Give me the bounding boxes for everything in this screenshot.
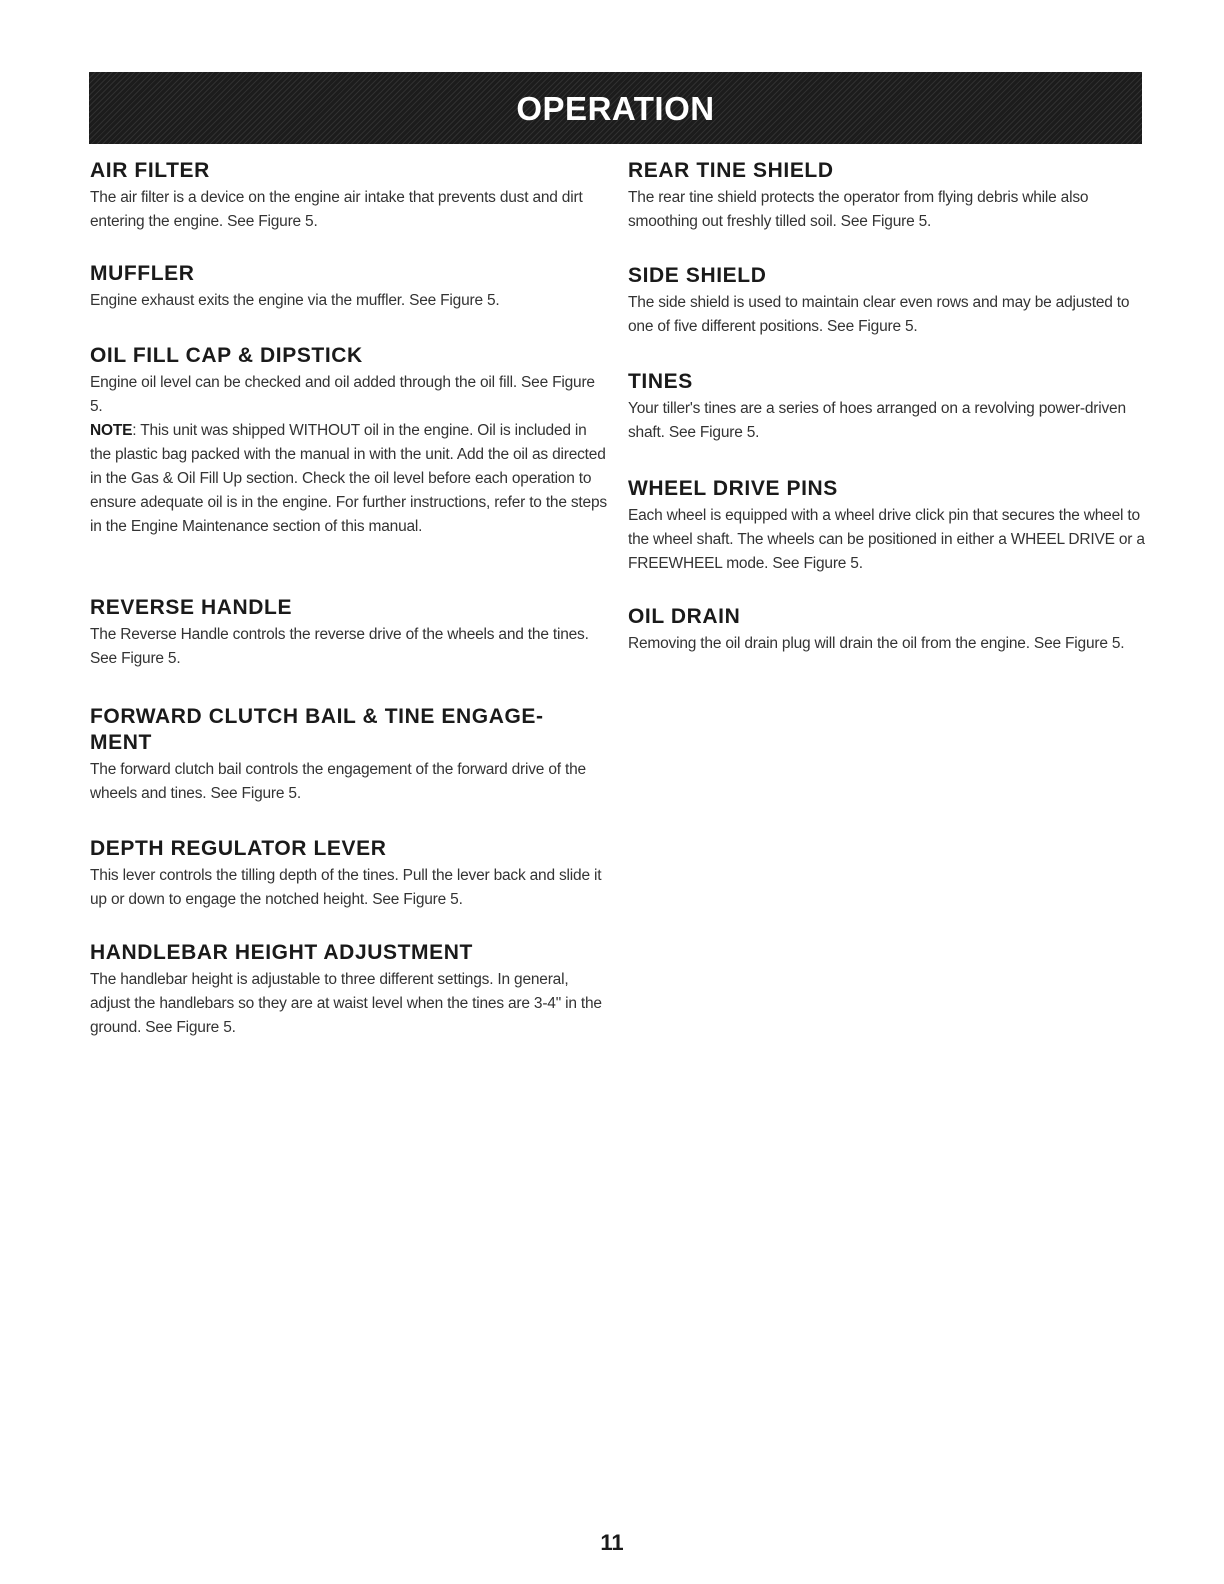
section-air-filter [90,158,608,234]
body-depth-regulator: This lever controls the tilling depth of the tines. Pull the lever back and slide it up or down to engage the notched height. See Figure 5. [90,867,602,908]
heading-oil-fill-cap: OIL FILL CAP & DIPSTICK [90,344,363,367]
body-handlebar-height: The handlebar height is adjustable to three different settings. In general, adjust the handlebars so they are at waist level when the tines are 3-4" in the ground. See Figure 5. [90,971,602,1036]
heading-muffler: MUFFLER [90,262,195,285]
heading-depth-regulator: DEPTH REGULATOR LEVER [90,837,387,860]
heading-side-shield: SIDE SHIELD [628,264,767,287]
page-title: OPERATION [516,90,715,127]
section-wheel-drive-pins [628,476,1146,576]
note-oil-fill-cap [90,419,608,539]
section-muffler [90,261,608,313]
heading-air-filter: AIR FILTER [90,159,210,182]
body-wheel-drive-pins: Each wheel is equipped with a wheel drive click pin that secures the wheel to the wheel shaft. The wheels can be positioned in either a WHEEL DRIVE or a FREEWHEEL mode. See Figure 5. [628,507,1145,572]
body-reverse-handle: The Reverse Handle controls the reverse drive of the wheels and the tines. See Figure 5. [90,626,589,667]
heading-forward-clutch-line1: FORWARD CLUTCH BAIL & TINE ENGAGE- [90,705,544,728]
body-forward-clutch: The forward clutch bail controls the engagement of the forward drive of the wheels and tines. See Figure 5. [90,761,586,802]
heading-forward-clutch-line2: MENT [90,731,152,754]
body-muffler: Engine exhaust exits the engine via the muffler. See Figure 5. [90,292,500,309]
section-reverse-handle [90,595,608,671]
section-forward-clutch [90,704,608,806]
heading-oil-drain: OIL DRAIN [628,605,741,628]
section-handlebar-height [90,940,608,1040]
body-side-shield: The side shield is used to maintain clear even rows and may be adjusted to one of five different positions. See Figure 5. [628,294,1130,335]
page-number: 11 [600,1530,624,1555]
note-text: : This unit was shipped WITHOUT oil in the engine. Oil is included in the plastic bag packed with the manual in with the unit. Add the oil as directed in the Gas & Oil Fill Up section. Check the oil level before each operation to ensure adequate oil is in the engine. For further instructions, refer to the steps in the Engine Maintenance section of this manual. [90,422,607,535]
body-air-filter: The air filter is a device on the engine air intake that prevents dust and dirt entering the engine. See Figure 5. [90,189,583,230]
section-banner [89,72,1142,144]
section-depth-regulator [90,836,608,912]
section-oil-drain [628,604,1146,656]
body-oil-drain: Removing the oil drain plug will drain the oil from the engine. See Figure 5. [628,635,1125,652]
heading-handlebar-height: HANDLEBAR HEIGHT ADJUSTMENT [90,941,473,964]
body-tines: Your tiller's tines are a series of hoes arranged on a revolving power-driven shaft. See Figure 5. [628,400,1126,441]
body-oil-fill-cap: Engine oil level can be checked and oil added through the oil fill. See Figure 5. [90,374,595,415]
section-rear-tine-shield [628,158,1146,234]
heading-forward-clutch [90,704,608,756]
heading-wheel-drive-pins: WHEEL DRIVE PINS [628,477,838,500]
heading-rear-tine-shield: REAR TINE SHIELD [628,159,834,182]
section-side-shield [628,263,1146,339]
note-label: NOTE [90,422,133,439]
heading-reverse-handle: REVERSE HANDLE [90,596,293,619]
section-tines [628,369,1146,445]
heading-tines: TINES [628,370,693,393]
section-oil-fill-cap [90,343,608,539]
body-rear-tine-shield: The rear tine shield protects the operator from flying debris while also smoothing out freshly tilled soil. See Figure 5. [628,189,1089,230]
